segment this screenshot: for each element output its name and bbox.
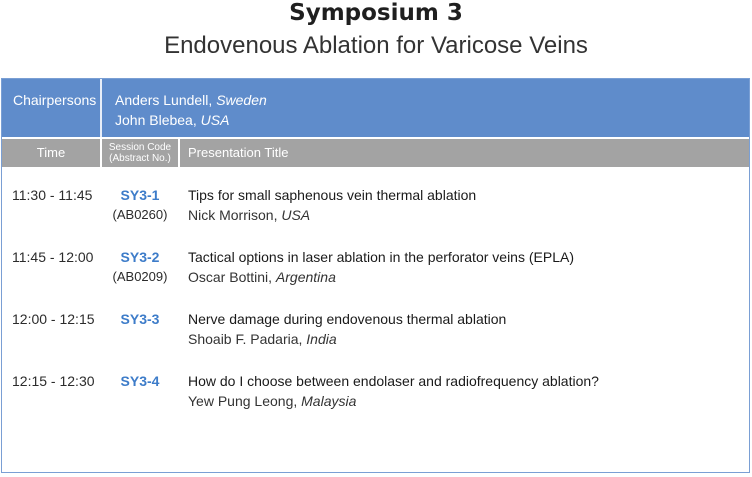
presentation-cell — [188, 247, 574, 287]
speaker-country: USA — [281, 207, 311, 223]
table-row — [2, 309, 749, 369]
chairperson-country: USA — [200, 112, 230, 128]
presentation-cell — [188, 185, 476, 225]
speaker-country: Malaysia — [301, 393, 357, 409]
presentation-title: Tips for small saphenous vein thermal ablation — [188, 187, 477, 203]
presentation-title-column-header: Presentation Title — [188, 145, 289, 160]
chairpersons-label: Chairpersons — [13, 92, 97, 108]
speaker — [188, 391, 599, 411]
column-header-row — [2, 139, 749, 167]
speaker-name: Nick Morrison, — [188, 207, 282, 223]
table-row — [2, 185, 749, 245]
chairperson — [115, 110, 267, 130]
session-time: 12:15 - 12:30 — [12, 373, 95, 389]
abstract-number: (AB0260) — [112, 207, 168, 222]
session-code: SY3-2 — [120, 249, 160, 265]
session-code-column-header — [102, 142, 178, 164]
speaker-country: Argentina — [275, 269, 336, 285]
symposium-subtitle: Endovenous Ablation for Varicose Veins — [164, 32, 588, 59]
chairpersons-list — [115, 90, 267, 130]
session-code-cell — [102, 247, 178, 287]
session-code: SY3-3 — [120, 311, 160, 327]
speaker — [188, 329, 506, 349]
table-row — [2, 371, 749, 431]
session-code-header-line: Session Code — [108, 142, 172, 153]
presentation-cell — [188, 371, 599, 411]
speaker — [188, 267, 574, 287]
speaker-name: Oscar Bottini, — [188, 269, 276, 285]
speaker-name: Yew Pung Leong, — [188, 393, 302, 409]
session-time: 11:45 - 12:00 — [12, 249, 94, 265]
speaker-name: Shoaib F. Padaria, — [188, 331, 307, 347]
time-column-header: Time — [36, 145, 66, 160]
session-time: 11:30 - 11:45 — [12, 187, 93, 203]
presentation-title: Tactical options in laser ablation in the perforator veins (EPLA) — [188, 249, 574, 265]
chairperson-name: John Blebea, — [115, 112, 201, 128]
table-row — [2, 247, 749, 307]
chairperson — [115, 90, 267, 110]
program-table — [1, 78, 750, 473]
symposium-title: Symposium 3 — [289, 0, 463, 26]
session-code-cell — [102, 371, 178, 391]
presentation-cell — [188, 309, 506, 349]
column-divider — [178, 139, 180, 167]
column-divider — [100, 79, 102, 137]
chairperson-country: Sweden — [216, 92, 267, 108]
abstract-number: (AB0209) — [112, 269, 168, 284]
speaker — [188, 205, 476, 225]
session-code-cell — [102, 309, 178, 329]
presentation-title: Nerve damage during endovenous thermal ablation — [188, 311, 507, 327]
chairperson-name: Anders Lundell, — [115, 92, 217, 108]
presentation-title: How do I choose between endolaser and radiofrequency ablation? — [188, 373, 599, 389]
abstract-no-header-line: (Abstract No.) — [109, 153, 171, 164]
speaker-country: India — [306, 331, 337, 347]
session-code: SY3-4 — [120, 373, 160, 389]
session-time: 12:00 - 12:15 — [12, 311, 95, 327]
session-code-cell — [102, 185, 178, 225]
chairpersons-row — [2, 79, 749, 137]
session-code: SY3-1 — [120, 187, 160, 203]
